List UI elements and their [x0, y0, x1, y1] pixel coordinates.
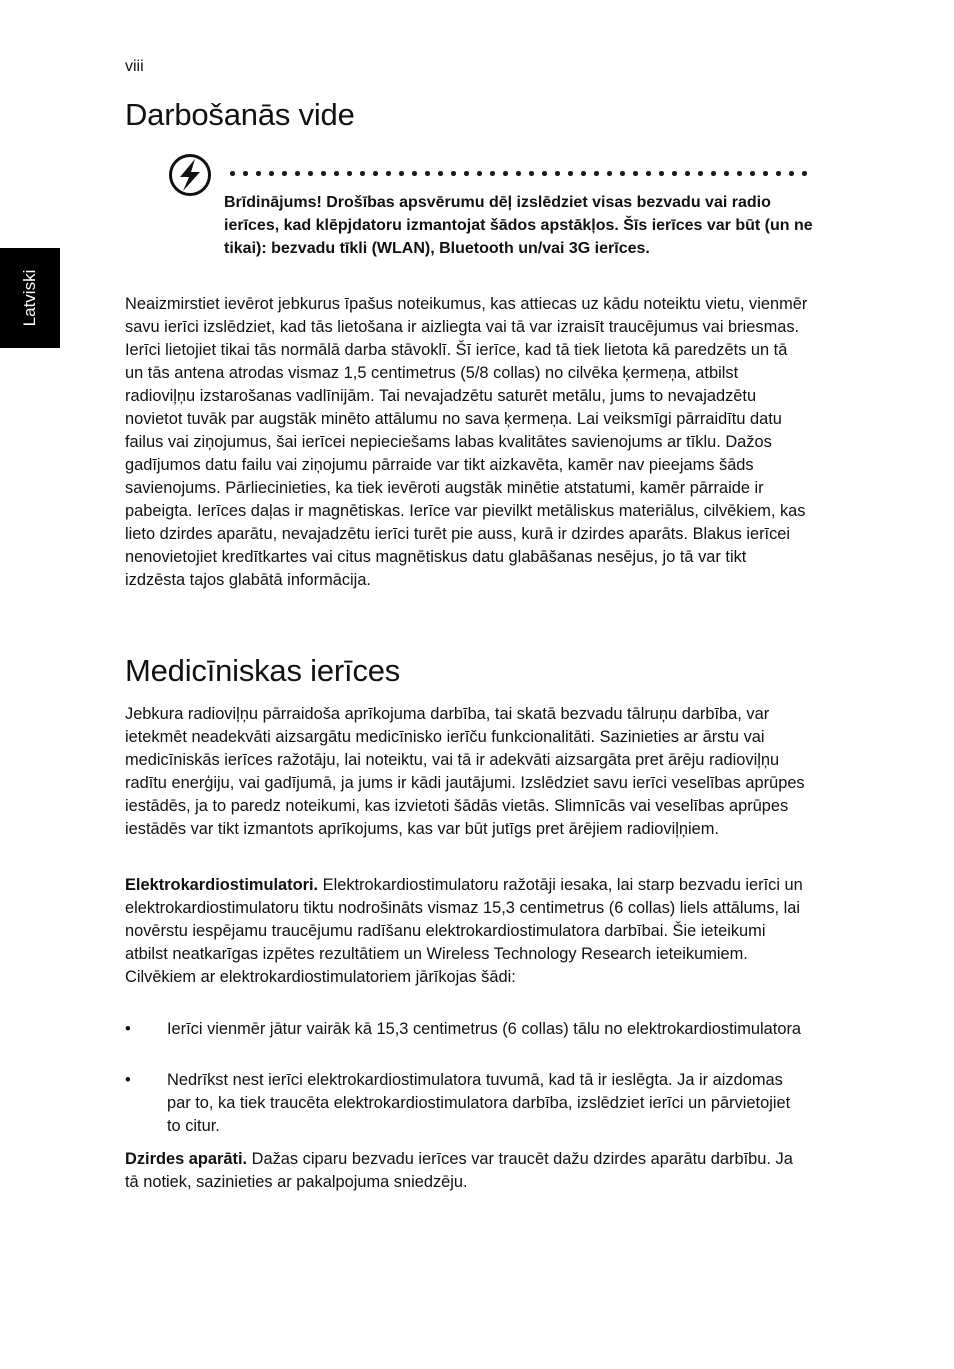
list-item	[125, 1069, 815, 1138]
warning-dotted-divider	[226, 171, 811, 176]
section-title-medical-devices: Medicīniskas ierīces	[125, 653, 401, 688]
pacemakers-paragraph	[125, 874, 810, 989]
pacemakers-text: Elektrokardiostimulatoru ražotāji iesaka, lai starp bezvadu ierīci un elektrokardiostimulatoru tiktu nodrošināts vismaz 15,3 centimetrus (6 collas) liels attālums, lai novērstu iespējamu traucējumu radīšanu elektrokardiostimulatora darbībai. Šie ieteikumi atbilst neatkarīgas izpētes rezultātiem un Wireless Technology Research ieteikumiem. Cilvēkiem ar elektrokardiostimulatoriem jārīkojas šādi:	[125, 876, 803, 986]
hearing-aids-text: Dažas ciparu bezvadu ierīces var traucēt dažu dzirdes aparātu darbību. Ja tā notiek, sazinieties ar pakalpojuma sniedzēju.	[125, 1150, 793, 1191]
pacemakers-label: Elektrokardiostimulatori.	[125, 876, 319, 894]
language-side-tab	[0, 248, 60, 348]
hearing-aids-label: Dzirdes aparāti.	[125, 1150, 248, 1168]
bullet-icon: •	[125, 1071, 131, 1089]
list-item-text: Ierīci vienmēr jātur vairāk kā 15,3 centimetrus (6 collas) tālu no elektrokardiostimulatora	[167, 1020, 802, 1038]
page-number: viii	[125, 58, 144, 75]
medical-devices-intro: Jebkura radioviļņu pārraidoša aprīkojuma darbība, tai skatā bezvadu tālruņu darbība, var ietekmēt neadekvāti aizsargātu medicīnisko ierīču funkcionalitāti. Sazinieties ar ārstu vai medicīniskās ierīces ražotāju, lai noteiktu, vai tā ir adekvāti aizsargāta pret ārēju radioviļņu radītu enerģiju, vai gadījumā, ja jums ir kādi jautājumi. Izslēdziet savu ierīci veselības aprūpes iestādēs, ja to paredz noteikumi, kas izvietoti šādās vietās. Slimnīcās vai veselības aprūpes iestādēs var tikt izmantots aprīkojums, kas var būt jutīgs pret ārējiem radioviļņiem.	[125, 705, 805, 838]
section-title-operating-environment: Darbošanās vide	[125, 97, 355, 132]
list-item-text: Nedrīkst nest ierīci elektrokardiostimulatora tuvumā, kad tā ir ieslēgta. Ja ir aizdomas par to, ka tiek traucēta elektrokardiostimulatora darbība, izslēdziet ierīci un pārvietojiet to citur.	[167, 1071, 791, 1135]
hearing-aids-paragraph	[125, 1148, 810, 1194]
language-side-tab-label: Latviski	[20, 269, 39, 327]
warning-text: Brīdinājums! Drošības apsvērumu dēļ izslēdziet visas bezvadu vai radio ierīces, kad klēpjdatoru izmantojat šādos apstākļos. Šīs ierīces var būt (un ne tikai): bezvadu tīkli (WLAN), Bluetooth un/vai 3G ierīces.	[224, 194, 813, 257]
warning-lightning-icon	[168, 153, 212, 197]
list-item	[125, 1018, 815, 1041]
bullet-icon: •	[125, 1020, 131, 1038]
operating-environment-paragraph: Neaizmirstiet ievērot jebkurus īpašus noteikumus, kas attiecas uz kādu noteiktu vietu, vienmēr savu ierīci izslēdziet, kad tās lietošana ir aizliegta vai tā var izraisīt traucējumus vai briesmas. Ierīci lietojiet tikai tās normālā darba stāvoklī. Šī ierīce, kad tā tiek lietota kā paredzēts un tā un tās antena atrodas vismaz 1,5 centimetrus (5/8 collas) no cilvēka ķermeņa, atbilst radioviļņu izstarošanas vadlīnijām. Tai nevajadzētu saturēt metālu, jums to nevajadzētu novietot tuvāk par augstāk minēto attālumu no sava ķermeņa. Lai veiksmīgi pārraidītu datu failus vai ziņojumus, šai ierīcei nepieciešams labas kvalitātes savienojums ar tīklu. Dažos gadījumos datu failu vai ziņojumu pārraide var tikt aizkavēta, kamēr nav pieejams šāds savienojums. Pārliecinieties, ka tiek ievēroti augstāk minētie atstatumi, kamēr pārraide ir pabeigta. Ierīces daļas ir magnētiskas. Ierīce var pievilkt metāliskus materiālus, cilvēkiem, kas lieto dzirdes aparātu, nevajadzētu ierīci turēt pie auss, kurā ir dzirdes aparāts. Blakus ierīcei nenovietojiet kredītkartes vai citus magnētiskus datu glabāšanas nesējus, jo tā var tikt izdzēsta tajos glabātā informācija.	[125, 295, 808, 589]
